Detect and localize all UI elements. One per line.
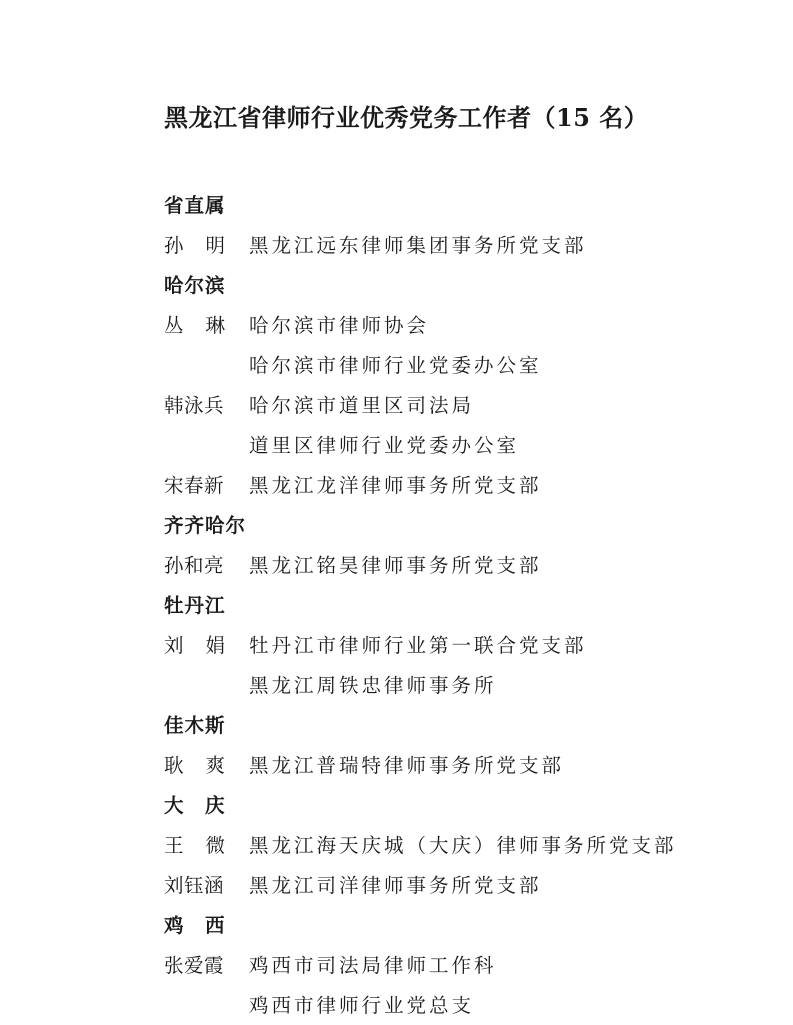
entry-row bbox=[164, 944, 784, 984]
organization: 道里区律师行业党委办公室 bbox=[249, 434, 520, 457]
entry-row bbox=[164, 864, 784, 904]
name-char: 爽 bbox=[205, 754, 225, 777]
organization: 黑龙江司洋律师事务所党支部 bbox=[249, 874, 542, 897]
organization: 鸡西市律师行业党总支 bbox=[249, 994, 475, 1017]
organization: 哈尔滨市律师行业党委办公室 bbox=[249, 354, 542, 377]
organization: 哈尔滨市律师协会 bbox=[249, 314, 430, 337]
person-name: 张爱霞 bbox=[164, 954, 225, 977]
entry-row-continuation bbox=[164, 664, 784, 704]
person-name bbox=[164, 310, 249, 338]
name-char: 孙 bbox=[164, 234, 184, 257]
organization: 鸡西市司法局律师工作科 bbox=[249, 954, 497, 977]
region-heading: 牡丹江 bbox=[164, 594, 226, 617]
person-name: 宋春新 bbox=[164, 474, 225, 497]
entry-row bbox=[164, 824, 784, 864]
entry-row bbox=[164, 744, 784, 784]
region-heading: 哈尔滨 bbox=[164, 274, 226, 297]
organization: 黑龙江周铁忠律师事务所 bbox=[249, 674, 497, 697]
organization: 黑龙江铭昊律师事务所党支部 bbox=[249, 554, 542, 577]
organization: 黑龙江海天庆城（大庆）律师事务所党支部 bbox=[249, 834, 677, 857]
person-name bbox=[164, 630, 249, 658]
region-heading: 省直属 bbox=[164, 194, 226, 217]
person-name bbox=[164, 830, 249, 858]
region-heading: 鸡 西 bbox=[164, 914, 226, 937]
entry-row bbox=[164, 544, 784, 584]
entry-row-continuation bbox=[164, 984, 784, 1024]
organization: 黑龙江远东律师集团事务所党支部 bbox=[249, 234, 587, 257]
person-name: 刘钰涵 bbox=[164, 874, 225, 897]
name-char: 丛 bbox=[164, 314, 184, 337]
entry-row bbox=[164, 384, 784, 424]
region-heading: 大 庆 bbox=[164, 794, 226, 817]
person-name: 孙和亮 bbox=[164, 554, 225, 577]
region-heading: 佳木斯 bbox=[164, 714, 226, 737]
name-char: 耿 bbox=[164, 754, 184, 777]
document-title: 黑龙江省律师行业优秀党务工作者（15 名） bbox=[164, 103, 649, 132]
entry-row bbox=[164, 464, 784, 504]
region-heading: 齐齐哈尔 bbox=[164, 514, 247, 537]
name-char: 刘 bbox=[164, 634, 184, 657]
name-char: 娟 bbox=[205, 634, 225, 657]
entry-row bbox=[164, 304, 784, 344]
person-name bbox=[164, 750, 249, 778]
name-char: 微 bbox=[205, 834, 225, 857]
name-char: 明 bbox=[205, 234, 225, 257]
organization: 黑龙江龙洋律师事务所党支部 bbox=[249, 474, 542, 497]
entry-row bbox=[164, 624, 784, 664]
person-name: 韩泳兵 bbox=[164, 394, 225, 417]
entry-row-continuation bbox=[164, 424, 784, 464]
entry-row-continuation bbox=[164, 344, 784, 384]
organization: 哈尔滨市道里区司法局 bbox=[249, 394, 475, 417]
honoree-list bbox=[164, 184, 784, 1024]
name-char: 王 bbox=[164, 834, 184, 857]
organization: 黑龙江普瑞特律师事务所党支部 bbox=[249, 754, 565, 777]
organization: 牡丹江市律师行业第一联合党支部 bbox=[249, 634, 587, 657]
entry-row bbox=[164, 224, 784, 264]
name-char: 琳 bbox=[205, 314, 225, 337]
person-name bbox=[164, 230, 249, 258]
